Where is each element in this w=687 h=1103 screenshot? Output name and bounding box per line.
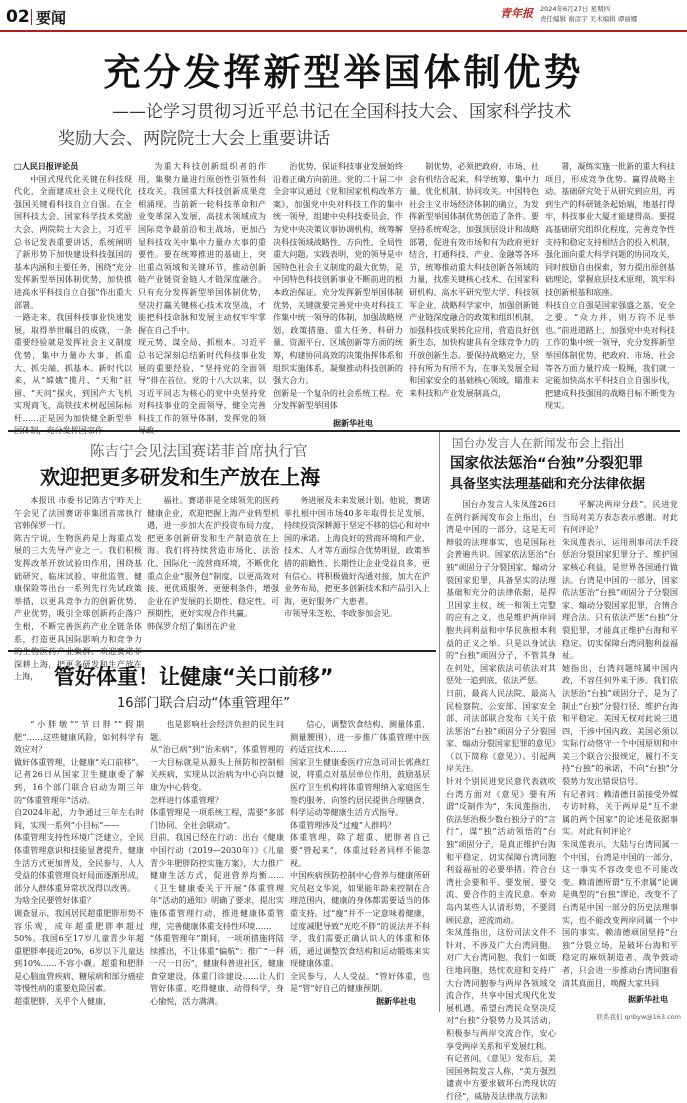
story2-column-2: 福社。赛诺菲是全球领先的医药健康企业，欢迎把握上海产业转型机遇，进一步加大在沪投资布局力度，把更多创新研发和生产制造放在上海。我们将持续营造市场化、法治化、国际化一流营商环境，不断优化重点企业“服务包”制度，以更高效对接、更优质服务、更便利条件，增强企业在沪发展的长期性、稳定性。可预期性，更好实现合作共赢。 韩保罗介绍了集团在沪业 (147, 495, 279, 631)
story4-headline: 管好体重！让健康“关口前移” (54, 665, 334, 689)
header-rule (0, 30, 687, 32)
lead-column-4: 制优势，必须把政府、市场、社会有机结合起来，科学统筹、集中力量、优化机制、协同攻关。中国特色社会主义市场经济体制的确立，为发挥新型举国体制优势创造了条件。要坚持系统观念，加强顶层设计和战略部署，促进有效市场和有为政府更好结合，打通科技、产业、金融等各环节，统筹推动重大科技创新各领域的力量，找准关键核心技术、在国家科研机构、高水平研究型大学、科技领军企业、战略科学家中，加强创新链产业链深度融合的政策和组织机制，加强科技成果转化应用，营造良好创新生态，加快构建具有全球竞争力的开放创新生态。要保持战略定力，坚持有所为有所不为，在事关发展全局和国家安全的基础核心领域，瞄准未来科技和产业发展制高点， (409, 161, 539, 398)
column-divider (439, 432, 440, 1012)
story4-subheadline: 16部门联合启动“体重管理年” (117, 696, 291, 711)
lead-column-5: 署，凝练实施一批新的重大科技项目，形成竞争优势。赢得战略主动。基础研究处于从研究到应用，再到生产的科研链条起始端，地基打得牢，科技事业大厦才能建得高。要提高基础研究组织化程度，完善竞争性支持和稳定支持相结合的投入机制，强化面向重大科学问题的协同攻关，同时鼓励自由探索，努力提出原创基础理论，掌握底层技术原理，筑牢科技创新根基和底座。 科技自立自强是国家强盛之基、安全之要。“众力并，则万钧不足举也。”前进道路上，加强党中央对科技工作的集中统一领导，充分发挥新型举国体制优势，把政府、市场、社会等各方面力量拧成一股绳，我们就一定能加快高水平科技自立自强步伐，把建成科技强国的战略目标不断变为现实。 (545, 161, 675, 411)
story3-kicker: 国台办发言人在新闻发布会上指出 (452, 436, 625, 450)
lead-bottom-rule (8, 430, 680, 432)
story3-column-2: 平解决两岸分歧”。民进党当局对美方表态表示感谢。对此有何评论？ 朱凤莲表示，运用刑事司法手段惩治分裂国家犯罪分子、维护国家核心利益，是世界各国通行做法。台湾是中国的一部分，国家依法惩治“台独”顽固分子分裂国家、煽动分裂国家犯罪，合情合理合法。只有依法严惩“台独”分裂犯罪，才能真正维护台海和平稳定。切实保障台湾同胞利益福祉。 她指出，台湾问题纯属中国内政，不容任何外来干涉。我们依法惩治“台独”顽固分子，是为了制止“台独”分裂行径、维护台海和平稳定。美国无权对此说三道四，干涉中国内政。美国必须以实际行动恪守一个中国原则和中美三个联合公报规定，履行不支持“台独”的承诺，不向“台独”分裂势力发出错误信号。 有记者问：赖清德日前接受外媒专访时称，关于两岸是“互不隶属的两个国家”的论述是依据事实。对此有何评论？ 朱凤莲表示，大陆与台湾同属一个中国，台湾是中国的一部分，这一事实不容改变也不可能改变。赖清德所谓“互不隶属”论调是典型的“台独”谬论，改变不了台湾是中国一部分的历史法理事实，也不能改变两岸同属一个中国的事实。赖清德顽固坚持“台独”分裂立场，是破坏台海和平稳定的麻烦制造者、战争鼓动者，只会进一步推动台湾同胞看清其真面目，唤醒大家共同 (562, 499, 678, 988)
story2-column-3: 务进展及未来发展计划。他说，赛诺菲扎根中国市场40多年取得长足发展，持续投资深耕源于坚定不移的信心和对中国的承诺。上海良好的营商环境和产业、技术、人才等方面综合优势明显，政策举措的前瞻性、长期性让企业受益良多，更有信心。将积极做好沟通对接，加大在沪业务布局，把更多创新技术和产品引入上海，更好服务广大患者。 市领导朱芝松、李政参加会见。 (284, 495, 430, 619)
story3-headline-1: 国家依法惩治“台独”分裂犯罪 (450, 456, 644, 472)
lead-subheadline-1: ——论学习贯彻习近平总书记在全国科技大会、国家科学技术 (112, 102, 571, 122)
footer-contact: 联系我们 qnbyw@163.com (596, 1013, 681, 1021)
section-name: 要闻 (36, 9, 67, 27)
lead-byline: □人民日报评论员 (14, 161, 79, 171)
lead-column-3: 治优势，保证科技事业发展始终沿着正确方向前进。党的二十届二中全会审议通过《党和国家机构改革方案》，加强党中央对科技工作的集中统一领导，组建中央科技委员会，作为党中央决策议事协调机构，统筹解决科技领域战略性、方向性、全局性重大问题。实践表明，党的领导是中国特色社会主义制度的最大优势，是中国特色科技创新事业不断前进的根本政治保证。充分发挥新型举国体制优势，关键就要完善党中央对科技工作集中统一领导的体制，加强战略规划，政策措施、重大任务、科研力量、资源平台、区域创新等方面的统筹，构建协同高效的决策指挥体系和组织实施体系，凝聚推动科技创新的强大合力。 创新是一个复杂的社会系统工程。充分发挥新型举国体 (273, 161, 403, 411)
page-number: 02 (6, 7, 30, 27)
story4-column-2: 也是影响社会经济负担的民生问题。 从“治已病”到“治未病”，体重管理的一大目标就是从源头上预防和控制相关疾病，实现从以治病为中心向以健康为中心转变。 怎样进行体重管理？ 体重管理是一项系统工程，需要“多部门协同、全社会联动”。 目前，我国已经在行动：出台《健康中国行动（2019—2030年）》《儿童青少年肥胖防控实施方案》，大力推广健康生活方式，促进营养均衡……《卫生健康委关于开展“体重管理年”活动的通知》明确了要求，提出实施体重管理行动，推进健康体重管理，完善健康体重支持性环境…… “体重管理年”期间，一项项措施将陆续推出，不让体重“偏航”：推广“一秤一尺一日历”，健康科普进社区，健康食堂建设，体重门诊建设……让人们管好体重、吃得健康、动得科学，身心愉悦，活力满满。 (150, 719, 284, 1007)
story4-column-1: “小胖墩”“节日胖”“假期肥”……这些健康风险，如何科学有效应对？ 做好体重管理，让健康“关口前移”。 记者26日从国家卫生健康委了解到，16个部门联合启动为期三年的“体重管理年”活动。 自2024年起，力争通过三年左右时间，实现一系列“小目标”—— 体重管理支持性环境广泛建立，全民体重管理意识和技能显著提升，健康生活方式更加普及，全民参与、人人受益的体重管理良好局面逐渐形成，部分人群体重异常状况得以改善。 为啥全民要管好体重？ 调查显示，我国居民超重肥胖形势不容乐观，成年超重肥胖率超过50%。我国6至17岁儿童青少年超重肥胖率接近20%，6岁以下儿童达到10%……不容小觑。超重和肥胖是心脑血管疾病、糖尿病和部分癌症等慢性病的重要危险因素。 超重肥胖，关乎个人健康， (14, 719, 144, 1007)
story3-source: 据新华社电 (628, 995, 668, 1004)
lead-subheadline-2: 奖励大会、两院院士大会上重要讲话 (58, 129, 330, 149)
story3-headline-2: 具备坚实法理基础和充分法律依据 (450, 477, 646, 492)
lead-column-2: 为重大科技创新组织者的作用，集聚力量进行原创性引领性科技攻关，我国重大科技创新成果竞相涌现。当前新一轮科技革命和产业变革深入发展，高技术领域成为国际竞争最前沿和主战场，更加凸显科技攻关中集中力量办大事的重要性。要在统筹推进的基础上，突出重点领域和关键环节，推动创新链产业链资金链人才链深度融合。只有充分发挥新型举国体制优势，坚决打赢关键核心技术攻坚战，才能把科技命脉和发展主动权牢牢掌握在自己手中。 现元势、谋全局、抓根本。习近平总书记深刻总结新时代科技事业发展的重要经验，“坚持党的全面领导”排在首位。党的十八大以来，以习近平同志为核心的党中央坚持党对科技事业的全面领导，健全完善科技工作的领导体制，发挥党的领 (138, 161, 266, 423)
story4-source: 据新华社电 (376, 997, 416, 1006)
section-divider (31, 9, 32, 25)
story2-kicker: 陈吉宁会见法国赛诺菲首席执行官 (90, 444, 308, 460)
issue-date: 2024年6月27日 星期四 (540, 5, 611, 13)
story2-column-1: 本报讯 市委书记陈吉宁昨天上午会见了法国赛诺菲集团首席执行官韩保罗一行。 陈吉宁说，生物医药是上海重点发展的三大先导产业之一。我们积极发挥改革开放试验田作用，围绕基础研究、临床试验、审批监管、健康保险等出台一系列先行先试政策举措，以更具竞争力的创新优势、产业优势，吸引全球创新药企落户生根，不断完善医药产业全链条体系，打造更具国际影响力和竞争力 深耕上海，把更多研发和生产放在上海， (14, 495, 142, 682)
story3-column-1: 国台办发言人朱凤莲26日在例行新闻发布会上指出，台湾是中国的一部分，这是无可辩驳的法理事实，也是国际社会普遍共识。国家依法惩治“台独”顽固分子分裂国家、煽动分裂国家犯罪，具备坚实的法理基础和充分的法律依据，是捍卫国家主权、统一和领土完整的应有之义，也是维护两岸同胞共同利益和中华民族根本利益的正义之举。只是以身试法的“台独”顽固分子，不管其身在何处，国家依法可依法对其惩处一追到底，依法严惩。 日前，最高人民法院、最高人民检察院、公安部、国家安全部、司法部联合发布《关于依法惩治“台独”顽固分子分裂国家、煽动分裂国家犯罪的意见》（以下简称《意见》）。引起两岸关注。 针对个别民进党民意代表就吹台湾方面对《意见》要有所谓“反制作为”，朱凤莲指出，依法惩治极少数台独分子的“言行”，谋“独”活动领悟的“台独”顽固分子，是真正维护台海和平稳定、切实保障台湾同胞利益福祉的必要举措。符合台湾社会要和平、要发展、要交流、要合作的主流民意。奉劝岛内某些人认清形势，不要罔顾民意，逆流而动。 朱凤莲指出，这份司法文件不针对、不涉及广大台湾同胞。对广大台湾同胞，我们一如既往地同胞，热忱欢迎和支持广大台湾同胞参与两岸各领域交流合作，共享中国式现代化发展机遇。希望台湾民众坚决反对“台独”分裂势力及其活动，积极参与两岸交流合作，安心享受两岸关系和平发展红利。 有记者问，《意见》发布后，美国国务院发言人称，“美方强烈谴责中方要求破坏台湾现状的行径”，威胁及法律战方法和 (446, 499, 556, 1101)
editors-credit: 责任编辑 谢彦宇 美术编辑 谭丽娜 (540, 15, 638, 23)
masthead-logo: 青年报 (500, 7, 533, 20)
lead-column-1-text: 中国式现代化关键在科技现代化，全面建成社会主义现代化强国关键看科技自立自强。在全国科技大会、国家科学技术奖励大会、两院院士大会上，习近平总书记发表重要讲话，系统阐明了新形势下加快建设科技强国的基本内涵和主要任务，围绕“充分发挥新型举国体制优势，加快推进高水平科技自立自强”作出重大部署。 一路走来，我国科技事业快速发展，取得举世瞩目的成就，一条重要经验就是发挥社会主义制度优势，集中力量办大事，抓重大、抓尖端、抓基本。新时代以来，从“嫦娥”揽月、“天和”驻留、“天问”探火，到国产大飞机实现商飞，高铁技术树起国际标杆……正是因为加快健全新型举 (14, 173, 132, 423)
lead-column-1 (14, 160, 132, 423)
lead-headline: 充分发挥新型举国体制优势 (103, 51, 584, 94)
story4-column-3: 信心，调整饮食结构、测量体重、测量腰围），进一步推广体重管理中医药适宜技术…… 国家卫生健康委医疗应急司司长郭燕红说，将重点对基层单位作用，鼓励基层医疗卫生机构将体重管理纳入家庭医生签约服务，向签约居民提供合理膳食、科学运动等健康生活方式指导。 体重管理涉及“过瘦”人群吗？ 体重管理，除了超重、肥胖者自己要“管起来”，体重过轻者同样不能忽视。 中国疾病预防控制中心营养与健康所研究员赵文华说，如果能年龄来控制在合理范围内，健康的身体都需要适当的体重支持。过“瘦”并不一定意味着健康，过度减肥导致“光吃不胖”的说法并不科学，我们需要正确认识人的体重和体质，通过调整饮食结构和运动锻炼来实现健康体重。 全民参与，人人受益。“管好体重，也是“管”好自己的健康预期。 (290, 719, 430, 994)
page-header (0, 0, 687, 42)
header-meta (540, 4, 637, 24)
lead-source: 据新华社电 (333, 419, 373, 428)
story2-headline: 欢迎把更多研发和生产放在上海 (40, 465, 320, 489)
story2-bottom-rule (8, 650, 436, 652)
